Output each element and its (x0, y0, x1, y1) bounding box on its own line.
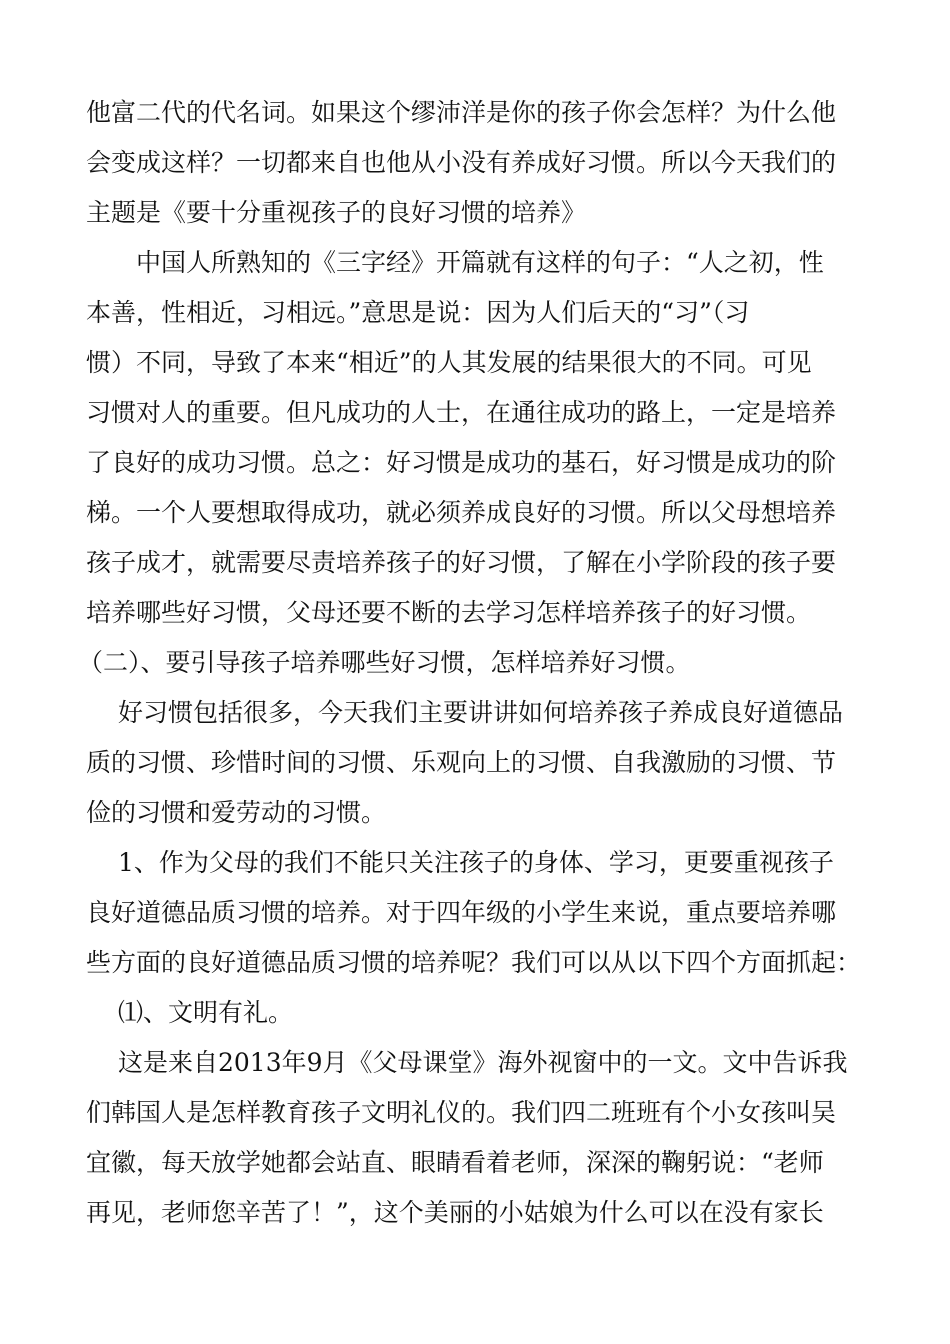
text-line: 俭的习惯和爱劳动的习惯。 (86, 798, 387, 827)
text-line: 梯。一个人要想取得成功，就必须养成良好的习惯。所以父母想培养 (86, 498, 837, 527)
text-line: 他富二代的代名词。如果这个缪沛洋是你的孩子你会怎样？为什么他 (86, 98, 837, 127)
text-line: 培养哪些好习惯，父母还要不断的去学习怎样培养孩子的好习惯。 (86, 598, 812, 627)
text-line: 主题是《要十分重视孩子的良好习惯的培养》 (86, 198, 587, 227)
paragraph-start-line: 中国人所熟知的《三字经》开篇就有这样的句子：“人之初，性 (136, 248, 824, 277)
section-heading: （二）、要引导孩子培养哪些好习惯，怎样培养好习惯。 (78, 648, 691, 677)
paragraph-start-line: 1、作为父母的我们不能只关注孩子的身体、学习，更要重视孩子 (118, 848, 834, 877)
text-line: 些方面的良好道德品质习惯的培养呢？我们可以从以下四个方面抓起： (86, 948, 862, 977)
text-line: 习惯对人的重要。但凡成功的人士，在通往成功的路上，一定是培养 (86, 398, 837, 427)
text-line: 质的习惯、珍惜时间的习惯、乐观向上的习惯、自我激励的习惯、节 (86, 748, 837, 777)
text-line: 再见，老师您辛苦了！”，这个美丽的小姑娘为什么可以在没有家长 (86, 1198, 824, 1227)
text-line: 了良好的成功习惯。总之：好习惯是成功的基石，好习惯是成功的阶 (86, 448, 837, 477)
text-line: 们韩国人是怎样教育孩子文明礼仪的。我们四二班班有个小女孩叫吴 (86, 1098, 837, 1127)
text-line: 良好道德品质习惯的培养。对于四年级的小学生来说，重点要培养哪 (86, 898, 837, 927)
text-line: 孩子成才，就需要尽责培养孩子的好习惯，了解在小学阶段的孩子要 (86, 548, 837, 577)
paragraph-start-line: 这是来自2013年9月《父母课堂》海外视窗中的一文。文中告诉我 (118, 1048, 848, 1077)
document-page (78, 88, 876, 1238)
text-line: 会变成这样？一切都来自也他从小没有养成好习惯。所以今天我们的 (86, 148, 837, 177)
paragraph-start-line: 好习惯包括很多，今天我们主要讲讲如何培养孩子养成良好道德品 (118, 698, 844, 727)
text-line: 本善，性相近，习相远。”意思是说：因为人们后天的“习”（习 (86, 298, 750, 327)
text-line: 惯）不同，导致了本来“相近”的人其发展的结果很大的不同。可见 (86, 348, 812, 377)
text-line: 宜徽，每天放学她都会站直、眼睛看着老师，深深的鞠躬说：“老师 (86, 1148, 824, 1177)
subsection-heading: ⑴、文明有礼。 (118, 998, 294, 1027)
